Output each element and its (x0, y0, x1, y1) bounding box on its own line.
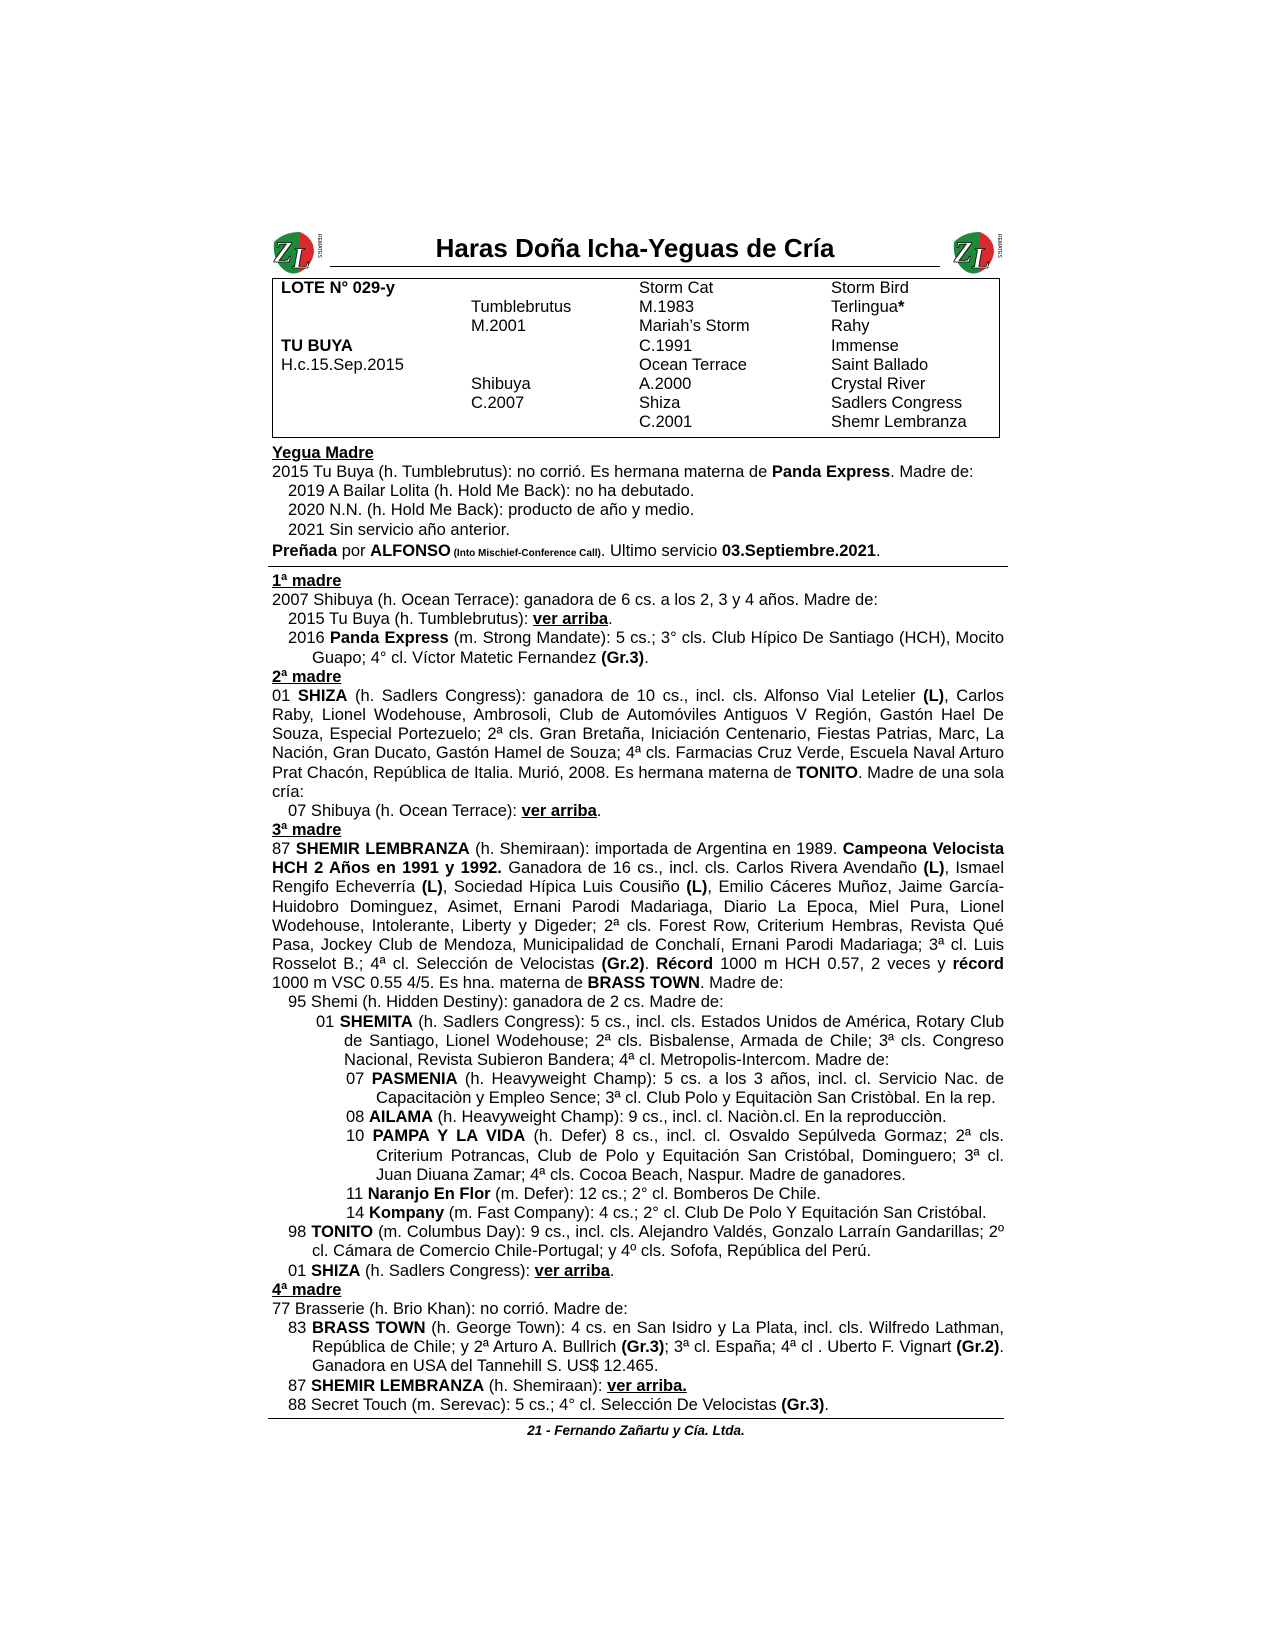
lote-number: LOTE N° 029-y (281, 279, 395, 297)
pedigree-g3-3: Immense (831, 337, 899, 355)
pregnancy-line: Preñada por ALFONSO (Into Mischief-Conference Call). Ultimo servicio 03.Septiembre.2021. (272, 541, 881, 560)
section-heading-madre-4: 4ª madre (272, 1280, 342, 1299)
svg-text:Z: Z (274, 236, 293, 269)
pedigree-g3-0: Storm Bird (831, 279, 909, 297)
section-heading-yegua-madre: Yegua Madre (272, 444, 374, 462)
madre-2-paragraph: 01 SHIZA (h. Sadlers Congress): ganadora de 10 cs., incl. cls. Alfonso Vial Letelier (L), Carlos Raby, Lionel Wodehouse, Ambrosoli, Club de Automóviles Antiguos V Región, Gastón Hael De Souza, Especial Portezuelo; 2ª cls. Gran Bretaña, Iniciación Centenario, Fiestas Patrias, Marc, La Nación, Gran Ducato, Gastón Hamel de Souza; 4ª cls. Farmacias Cruz Verde, Escuela Naval Arturo Prat Chacón, República de Italia. Murió, 2008. Es hermana materna de TONITO. Madre de una sola cría: (272, 686, 1004, 801)
offspring-line: 10 PAMPA Y LA VIDA (h. Defer) 8 cs., incl. cl. Osvaldo Sepúlveda Gormaz; 2ª cls. Criterium Potrancas, Club de Polo y Equitación San Cristóbal, Dominguero; 3ª cl. Juan Diuana Zamar; 4ª cls. Cocoa Beach, Naspur. Madre de ganadores. (346, 1127, 1004, 1184)
offspring-line: 07 Shibuya (h. Ocean Terrace): ver arriba. (288, 801, 602, 820)
sire-info: M.2001 (471, 317, 527, 335)
pedigree-g2-1: M.1983 (639, 298, 695, 316)
section-heading-madre-3: 3ª madre (272, 820, 342, 839)
madre-1-line: 2007 Shibuya (h. Ocean Terrace): ganadora de 6 cs. a los 2, 3 y 4 años. Madre de: (272, 591, 878, 610)
pedigree-g3-1: Terlingua* (831, 298, 905, 316)
offspring-line: 98 TONITO (m. Columbus Day): 9 cs., incl. cls. Alejandro Valdés, Gonzalo Larraín Gandarillas; 2º cl. Cámara de Comercio Chile-Portugal; y 4º cls. Sofofa, República del Perú. (288, 1223, 1004, 1261)
horse-name: TU BUYA (281, 337, 353, 355)
pedigree-g2-7: C.2001 (639, 413, 693, 431)
dam-info: C.2007 (471, 394, 525, 412)
pedigree-g3-6: Sadlers Congress (831, 394, 963, 412)
offspring-line: 2020 N.N. (h. Hold Me Back): producto de año y medio. (288, 501, 695, 520)
offspring-line: 01 SHIZA (h. Sadlers Congress): ver arriba. (288, 1261, 615, 1280)
page-title: Haras Doña Icha-Yeguas de Cría (435, 233, 835, 263)
pedigree-g2-5: A.2000 (639, 375, 692, 393)
pedigree-g2-4: Ocean Terrace (639, 356, 747, 374)
title-underline (330, 266, 940, 267)
madre-4-line: 77 Brasserie (h. Brio Khan): no corrió. Madre de: (272, 1299, 628, 1318)
offspring-line: 11 Naranjo En Flor (m. Defer): 12 cs.; 2° cl. Bomberos De Chile. (346, 1184, 821, 1203)
madre-3-paragraph: 87 SHEMIR LEMBRANZA (h. Shemiraan): importada de Argentina en 1989. Campeona Velocista HCH 2 Años en 1991 y 1992. Ganadora de 16 cs., incl. cls. Carlos Rivera Avendaño (L), Ismael Rengifo Echeverría (L), Sociedad Hípica Luis Cousiño (L), Emilio Cáceres Muñoz, Jaime García-Huidobro Dominguez, Asimet, Ernani Parodi Madariaga, Diario La Epoca, Miel Pura, Lionel Wodehouse, Intolerante, Liberty y Digeder; 2ª cls. Forest Row, Criterium Hembras, Revista Qué Pasa, Jockey Club de Mendoza, Municipalidad de Conchalí, Ernani Parodi Madariaga; 3ª cl. Luis Rosselot B.; 4ª cl. Selección de Velocistas (Gr.2). Récord 1000 m HCH 0.57, 2 veces y récord 1000 m VSC 0.55 4/5. Es hna. materna de BRASS TOWN. Madre de: (272, 840, 1004, 993)
offspring-line: 87 SHEMIR LEMBRANZA (h. Shemiraan): ver arriba. (288, 1376, 687, 1395)
dam-name: Shibuya (471, 375, 531, 393)
pedigree-g2-0: Storm Cat (639, 279, 714, 297)
catalog-body (272, 444, 1004, 1415)
section-heading-madre-1: 1ª madre (272, 571, 342, 590)
pedigree-g2-2: Mariah’s Storm (639, 317, 750, 335)
pedigree-g3-5: Crystal River (831, 375, 926, 393)
yegua-madre-line: 2015 Tu Buya (h. Tumblebrutus): no corrió. Es hermana materna de Panda Express. Madre de: (272, 463, 974, 482)
svg-text:REMATES: REMATES (996, 234, 1002, 258)
zl-remates-logo-right-icon (950, 226, 1006, 278)
offspring-line: 01 SHEMITA (h. Sadlers Congress): 5 cs., incl. cls. Estados Unidos de América, Rotary Club de Santiago, Lionel Wodehouse; 2ª cls. Bisbalense, Armada de Chile; 3ª cls. Congreso Nacional, Revista Subieron Bandera; 4ª cl. Metropolis-Intercom. Madre de: (316, 1012, 1004, 1069)
offspring-line: 14 Kompany (m. Fast Company): 4 cs.; 2° cl. Club De Polo Y Equitación San Cristóbal. (346, 1204, 987, 1223)
offspring-line: 08 AILAMA (h. Heavyweight Champ): 9 cs., incl. cl. Naciòn.cl. En la reproducciòn. (346, 1108, 947, 1127)
pedigree-g3-4: Saint Ballado (831, 356, 929, 374)
offspring-line: 2016 Panda Express (m. Strong Mandate): 5 cs.; 3° cls. Club Hípico De Santiago (HCH), Mocito Guapo; 4° cl. Víctor Matetic Fernandez (Gr.3). (288, 629, 1005, 667)
pedigree-g2-6: Shiza (639, 394, 681, 412)
horse-info: H.c.15.Sep.2015 (281, 356, 404, 374)
zl-remates-logo-left-icon (270, 226, 326, 278)
footer-divider (268, 1418, 1004, 1419)
pedigree-g3-7: Shemr Lembranza (831, 413, 967, 431)
pedigree-g3-2: Rahy (831, 317, 870, 335)
offspring-line: 2019 A Bailar Lolita (h. Hold Me Back): no ha debutado. (288, 482, 695, 501)
section-heading-madre-2: 2ª madre (272, 667, 342, 686)
page-footer: 21 - Fernando Zañartu y Cía. Ltda. (527, 1423, 745, 1438)
offspring-line: 95 Shemi (h. Hidden Destiny): ganadora de 2 cs. Madre de: (288, 993, 724, 1012)
offspring-line: 2015 Tu Buya (h. Tumblebrutus): ver arriba. (288, 610, 613, 629)
offspring-line: 2021 Sin servicio año anterior. (288, 520, 510, 539)
offspring-line: 88 Secret Touch (m. Serevac): 5 cs.; 4° cl. Selección De Velocistas (Gr.3). (288, 1395, 829, 1414)
svg-text:L: L (292, 242, 311, 275)
offspring-line: 07 PASMENIA (h. Heavyweight Champ): 5 cs. a los 3 años, incl. cl. Servicio Nac. de Capacitaciòn y Empleo Sence; 3ª cl. Club Polo y Equitaciòn San Cristòbal. En la rep. (346, 1070, 1005, 1108)
offspring-line: 83 BRASS TOWN (h. George Town): 4 cs. en San Isidro y La Plata, incl. cls. Wilfredo Lathman, República de Chile; y 2ª Arturo A. Bullrich (Gr.3); 3ª cl. España; 4ª cl . Uberto F. Vignart (Gr.2). Ganadora en USA del Tannehill S. US$ 12.465. (288, 1319, 1005, 1376)
svg-text:L: L (972, 242, 991, 275)
pedigree-box (272, 278, 1000, 438)
svg-text:REMATES: REMATES (316, 234, 322, 258)
pedigree-g2-3: C.1991 (639, 337, 693, 355)
sire-name: Tumblebrutus (471, 298, 572, 316)
svg-text:Z: Z (954, 236, 973, 269)
section-divider (268, 566, 1008, 567)
